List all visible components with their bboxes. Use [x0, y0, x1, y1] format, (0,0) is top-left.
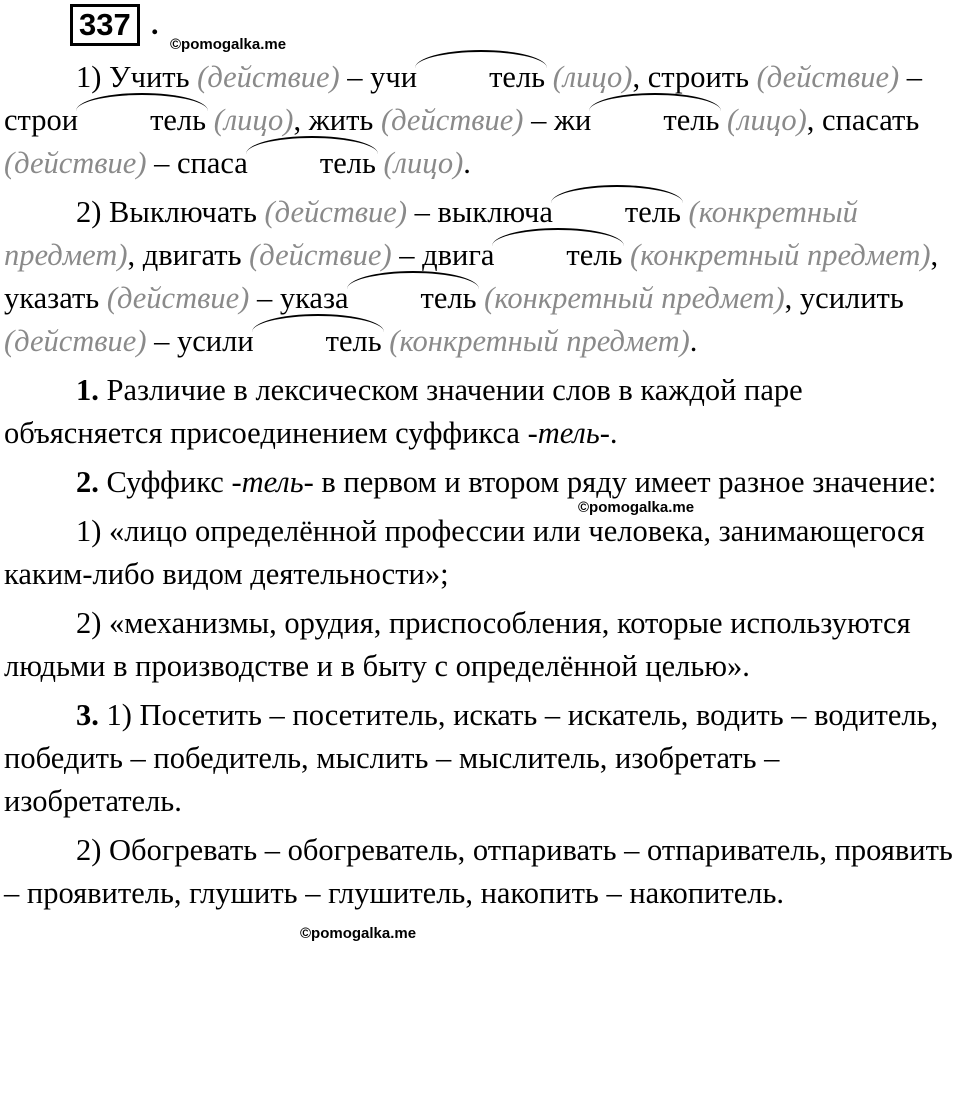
point-3: 3. 1) Посетить – посетитель, искать – искатель, водить – водитель, победить – победитель, мыслить – мыслитель, изобретать – изобретатель.: [4, 698, 939, 818]
meaning-1: 1) «лицо определённой профессии или человека, занимающегося каким-либо видом деятельности»;: [4, 514, 925, 591]
suffix-arc: тель: [78, 99, 206, 142]
meaning-2: 2) «механизмы, орудия, приспособления, которые используются людьми в производстве и в быту с определённой целью».: [4, 606, 911, 683]
point-2: 2. Суффикс -тель- в первом и втором ряду имеет разное значение:: [76, 465, 937, 499]
suffix-arc: тель: [349, 277, 477, 320]
watermark-top: ©pomogalka.me: [170, 36, 287, 53]
watermark-middle: ©pomogalka.me: [578, 499, 695, 516]
exercise-number-dot: .: [151, 8, 159, 41]
paragraph-2: 2) Выключать (действие) – выключа тель (конкретный предмет), двигать (действие) – двига тель (конкретный предмет), указать (действие) – указа тель (конкретный предмет), усилить (действие) – усили тель (конкретный предмет).: [4, 191, 954, 363]
point-3-part-2: 2) Обогревать – обогреватель, отпаривать – отпариватель, проявить – проявитель, глушить – глушитель, накопить – накопитель.: [4, 833, 953, 910]
point-1: 1. Различие в лексическом значении слов в каждой паре объясняется присоединением суффикса -тель-.: [4, 373, 803, 450]
suffix-arc: тель: [553, 191, 681, 234]
exercise-number: 337: [70, 4, 140, 46]
suffix-arc: тель: [494, 234, 622, 277]
suffix-arc: тель: [591, 99, 719, 142]
suffix-arc: тель: [254, 320, 382, 363]
paragraph-1: 1) Учить (действие) – учи тель (лицо), строить (действие) – строи тель (лицо), жить (действие) – жи тель (лицо), спасать (действие) – спаса тель (лицо).: [4, 56, 954, 185]
suffix-arc: тель: [248, 142, 376, 185]
exercise-text: [4, 56, 954, 915]
watermark-bottom: ©pomogalka.me: [300, 925, 417, 942]
suffix-arc: тель: [417, 56, 545, 99]
